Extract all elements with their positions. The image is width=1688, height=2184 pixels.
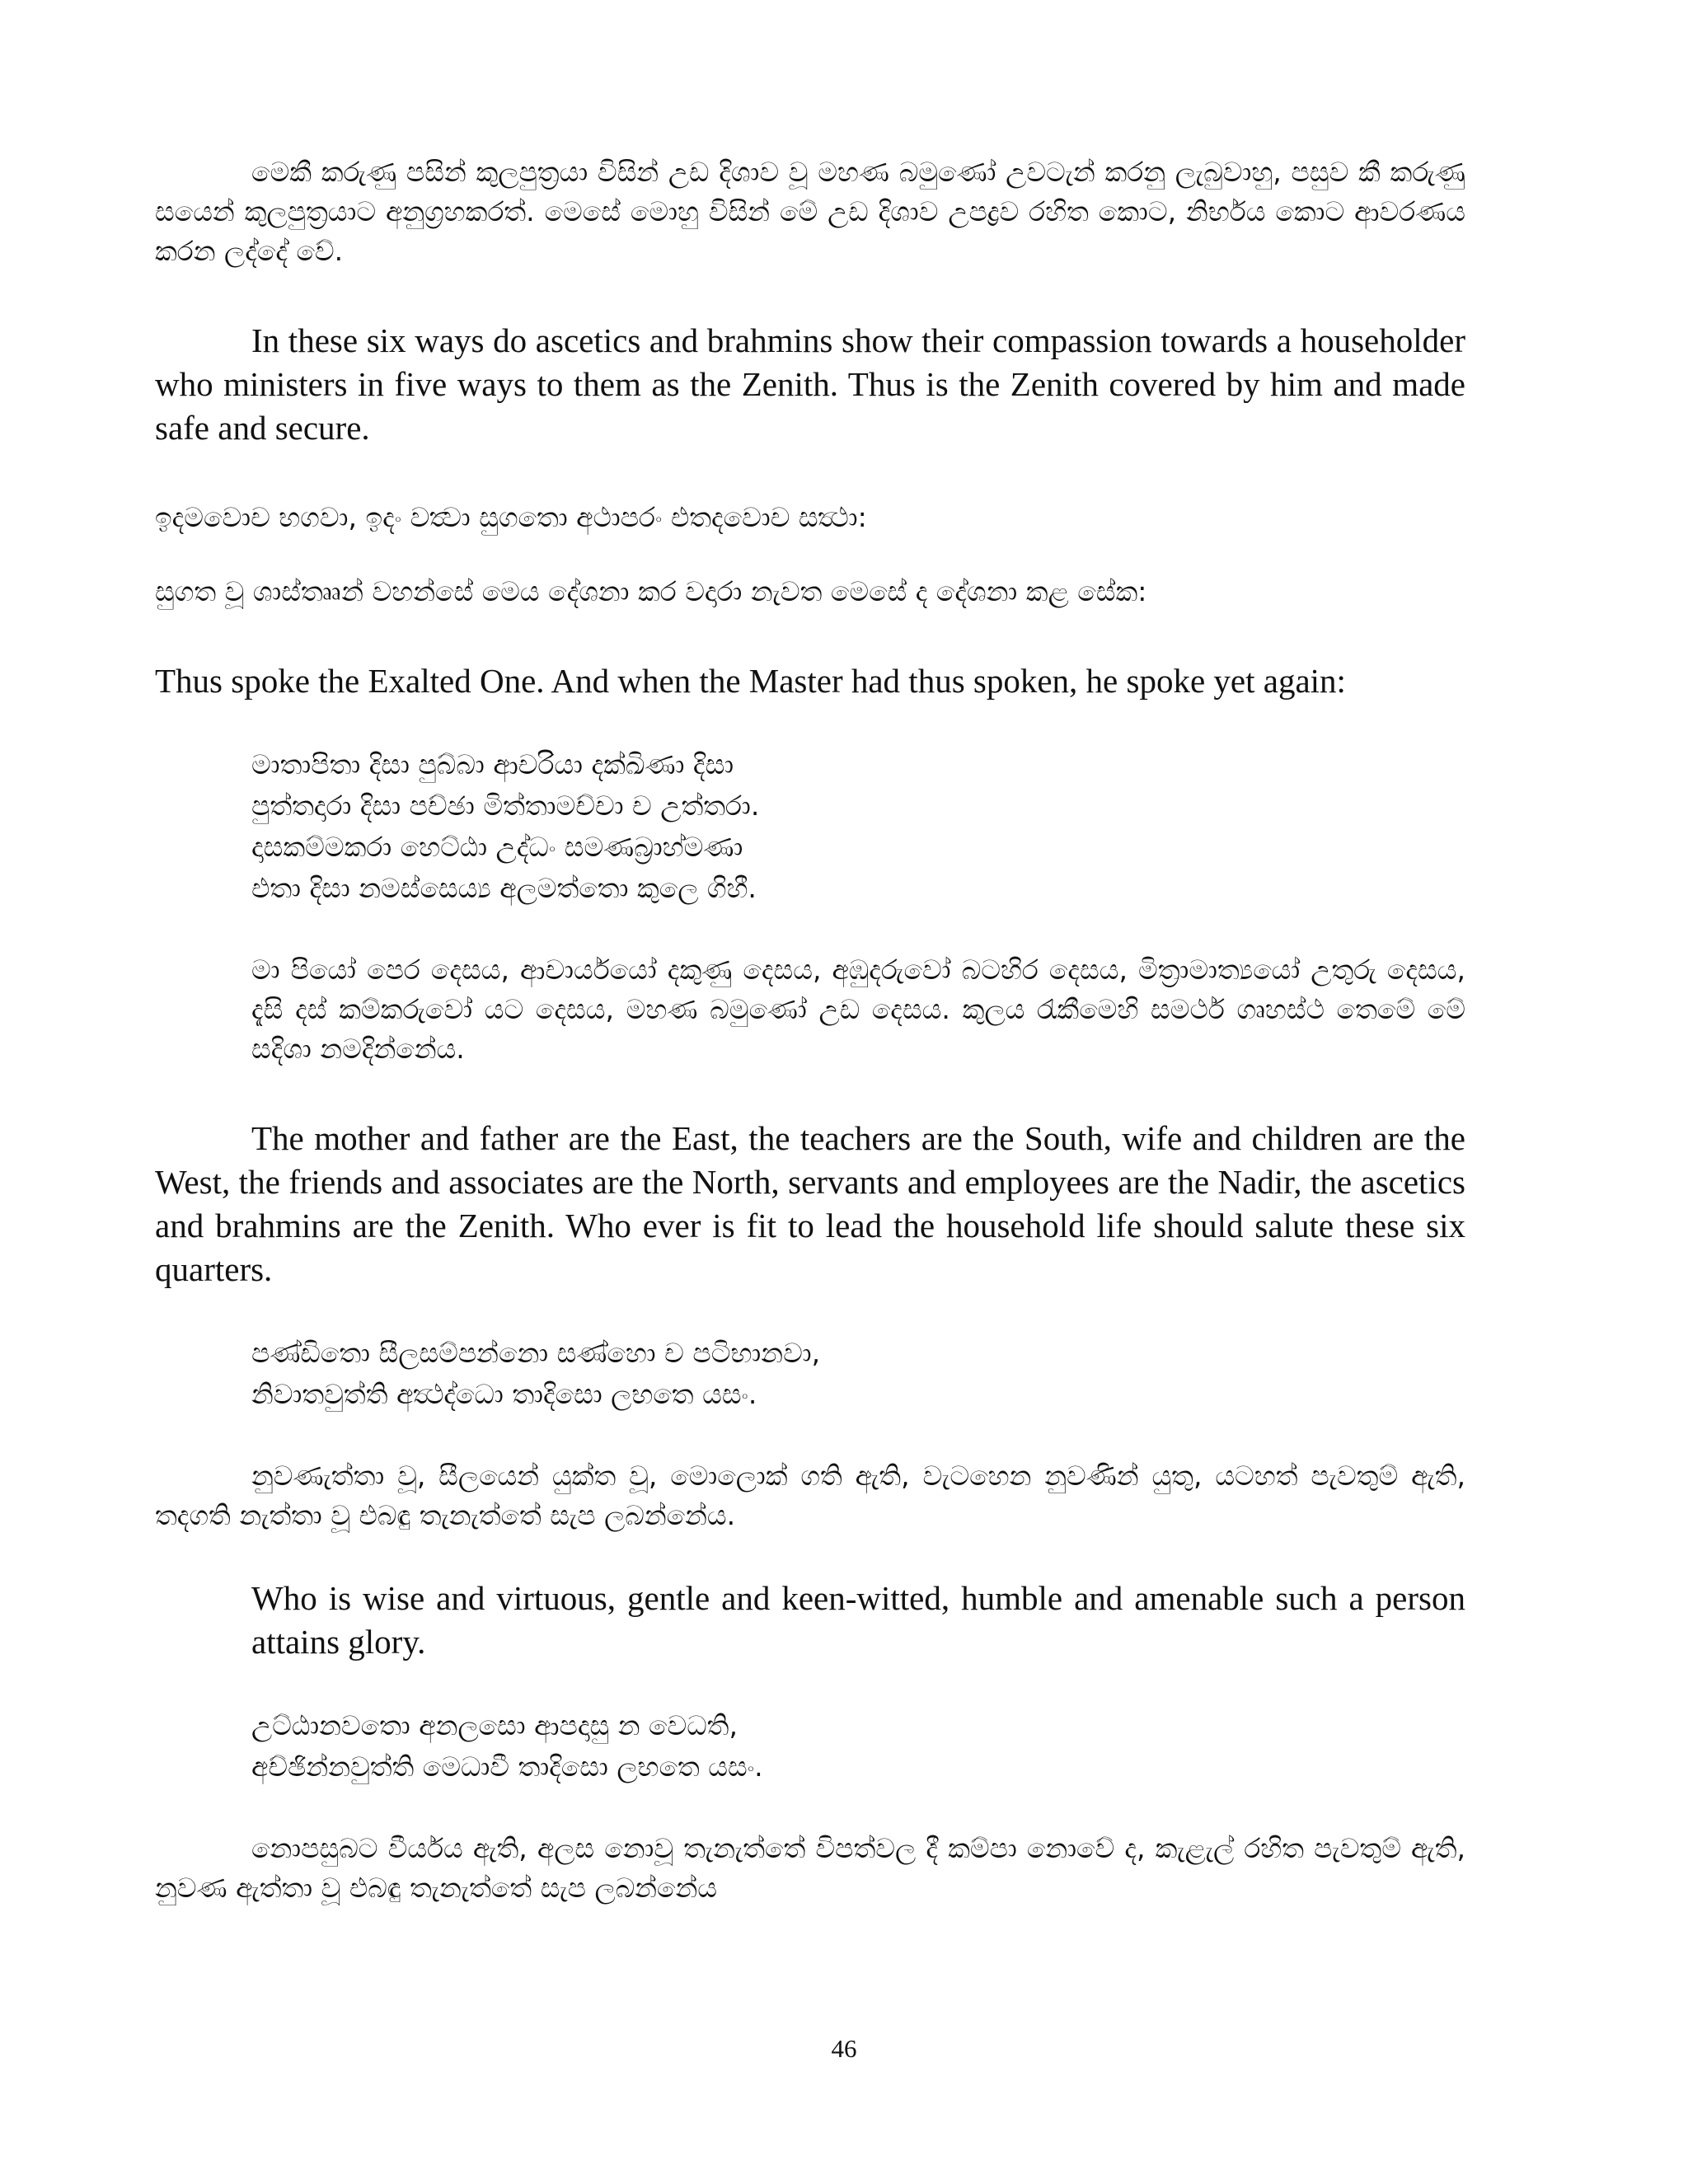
verse-line: පුත්තදාරා දිසා පච්ඡා මිත්තාමච්චා ච උත්තරා. — [251, 790, 760, 822]
verse-six-quarters — [251, 744, 1465, 909]
paragraph-sinhala-intro: සුගත වූ ශාස්තෲන් වහන්සේ මෙය දේශනා කර වදාරා නැවත මෙසේ ද දේශනා කළ සේක: — [155, 575, 1147, 607]
verse-line: මාතාපිතා දිසා පුබ්බා ආචරියා දක්ඛිණා දිසා — [251, 748, 734, 780]
paragraph-sinhala-energetic: නොපසුබට වීර්යය ඇති, අලස නොවූ තැනැත්තේ විපත්වල දී කම්පා නොවේ ද, කැළැල් රහිත පැවතුම් ඇති, නුවණ ඇත්තා වූ එබඳු තැනැත්තේ සැප ලබන්නේය — [155, 1832, 1465, 1904]
verse-line: දාසකම්මකරා හෙට්ඨා උද්ධං සමණබ්‍රාහ්මණා — [251, 831, 743, 863]
verse-line: නිවාතවුත්ති අත්‍ථද්ධො තාදිසො ලභතෙ යසං. — [251, 1378, 757, 1410]
paragraph-english-intro: Thus spoke the Exalted One. And when the Master had thus spoken, he spoke yet again: — [155, 662, 1346, 700]
paragraph-pali-intro: ඉදමවොච භගවා, ඉදං වත්‍වා සුගතො අථාපරං එතදවොච සත්‍ථා: — [155, 501, 867, 533]
verse-line: අච්ඡින්නවුත්ති මෙධාවී තාදිසො ලභතෙ යසං. — [251, 1750, 763, 1783]
page-body — [155, 152, 1465, 1908]
verse-energetic — [251, 1705, 1465, 1788]
paragraph-english-quarters: The mother and father are the East, the teachers are the South, wife and children are the West, the friends and associates are the North, servants and employees are the Nadir, the ascetics and brahmins are the Zenith. Who ever is fit to lead the household life should salute these six quarters. — [155, 1119, 1465, 1288]
verse-line: පණ්ඩිතො සීලසම්පන්නො සණ්හො ච පටිභානවා, — [251, 1337, 821, 1369]
page-number: 46 — [831, 2034, 857, 2063]
verse-line: එතා දිසා නමස්සෙය්‍ය අලමත්තො කුලෙ ගිහී. — [251, 872, 757, 904]
paragraph-sinhala-zenith: මෙකී කරුණු පසින් කුලපුත්‍රයා විසින් උඩ දිශාව වූ මහණ බමුණෝ උවටැන් කරනු ලැබුවාහු, පසුව කී කරුණු සයෙන් කුලපුත්‍රයාට අනුග්‍රහකරත්. මෙසේ මොහු විසින් මේ උඩ දිශාව උපද්‍රව රහිත කොට, නිර්භය කොට ආවරණය කරන ලද්දේ වේ. — [155, 156, 1465, 267]
paragraph-english-wise: Who is wise and virtuous, gentle and keen-witted, humble and amenable such a person attains glory. — [251, 1579, 1465, 1661]
verse-line: උට්ඨානවතො අනලසො ආපදාසු න වෙධති, — [251, 1709, 738, 1741]
verse-wise-virtuous — [251, 1333, 1465, 1415]
paragraph-sinhala-wise: නුවණැත්තා වූ, සීලයෙන් යුක්ත වූ, මොලොක් ගති ඇති, වැටහෙන නුවණින් යුතු, යටහත් පැවතුම් ඇති, තදගති නැත්තා වූ එබඳු තැනැත්තේ සැප ලබන්නේය. — [155, 1460, 1465, 1531]
paragraph-sinhala-quarters: මා පියෝ පෙර දෙසය, ආචාර්යයෝ දකුණු දෙසය, අඹුදරුවෝ බටහිර දෙසය, මිත්‍රාමාත්‍යයෝ උතුරු දෙසය, දැසි දස් කම්කරුවෝ යට දෙසය, මහණ බමුණෝ උඩ දෙසය. කුලය රැකීමෙහි සමර්ථ ගෘහස්ථ තෙමේ මේ සදිශා නමදින්නේය. — [251, 954, 1465, 1065]
paragraph-english-zenith: In these six ways do ascetics and brahmins show their compassion towards a householder who ministers in five ways to them as the Zenith. Thus is the Zenith covered by him and made safe and secure. — [155, 321, 1465, 447]
